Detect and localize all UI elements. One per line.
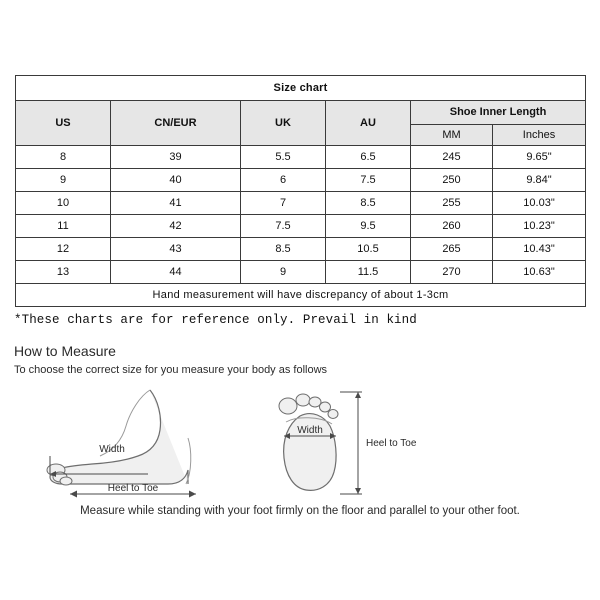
column-header-us: US [16, 101, 111, 146]
label-width-side: Width [99, 444, 125, 455]
cell-au: 11.5 [326, 261, 411, 284]
chart-title: Size chart [16, 76, 586, 101]
table-row [16, 146, 586, 169]
column-header-uk: UK [241, 101, 326, 146]
table-title-row [16, 76, 586, 101]
cell-uk: 7.5 [241, 215, 326, 238]
table-footnote: Hand measurement will have discrepancy of about 1-3cm [16, 284, 586, 307]
cell-mm: 245 [411, 146, 493, 169]
cell-au: 7.5 [326, 169, 411, 192]
cell-au: 9.5 [326, 215, 411, 238]
foot-top-view-illustration [279, 394, 338, 490]
cell-inches: 10.23" [493, 215, 586, 238]
cell-mm: 255 [411, 192, 493, 215]
cell-cn-eur: 39 [111, 146, 241, 169]
label-width-top: Width [297, 425, 323, 436]
table-row [16, 261, 586, 284]
cell-us: 10 [16, 192, 111, 215]
how-to-measure-subheading: To choose the correct size for you measure your body as follows [14, 364, 328, 376]
cell-us: 11 [16, 215, 111, 238]
cell-cn-eur: 44 [111, 261, 241, 284]
foot-side-view-illustration [47, 390, 191, 485]
column-header-inches: Inches [493, 124, 586, 145]
table-row [16, 192, 586, 215]
cell-au: 6.5 [326, 146, 411, 169]
cell-cn-eur: 41 [111, 192, 241, 215]
column-header-au: AU [326, 101, 411, 146]
cell-cn-eur: 42 [111, 215, 241, 238]
cell-uk: 6 [241, 169, 326, 192]
cell-us: 12 [16, 238, 111, 261]
cell-au: 10.5 [326, 238, 411, 261]
size-chart-table [15, 75, 586, 307]
reference-only-note: *These charts are for reference only. Prevail in kind [14, 313, 417, 327]
table-header-row [16, 101, 586, 125]
cell-uk: 8.5 [241, 238, 326, 261]
cell-cn-eur: 43 [111, 238, 241, 261]
heel-to-toe-dimension-top [340, 392, 362, 494]
how-to-measure-heading: How to Measure [14, 343, 116, 359]
cell-inches: 10.63" [493, 261, 586, 284]
cell-au: 8.5 [326, 192, 411, 215]
cell-mm: 270 [411, 261, 493, 284]
measure-instruction-footer: Measure while standing with your foot firmly on the floor and parallel to your other foot. [80, 505, 520, 517]
cell-mm: 265 [411, 238, 493, 261]
label-heel-to-toe-top: Heel to Toe [366, 438, 417, 449]
table-row [16, 215, 586, 238]
cell-us: 8 [16, 146, 111, 169]
measurement-diagram [0, 378, 600, 523]
cell-inches: 9.65" [493, 146, 586, 169]
cell-uk: 7 [241, 192, 326, 215]
label-heel-to-toe-side: Heel to Toe [107, 483, 159, 494]
column-header-cn-eur: CN/EUR [111, 101, 241, 146]
table-row [16, 169, 586, 192]
size-chart-table-container [15, 75, 585, 307]
cell-uk: 9 [241, 261, 326, 284]
cell-inches: 9.84" [493, 169, 586, 192]
cell-cn-eur: 40 [111, 169, 241, 192]
cell-us: 13 [16, 261, 111, 284]
cell-us: 9 [16, 169, 111, 192]
column-header-mm: MM [411, 124, 493, 145]
cell-mm: 260 [411, 215, 493, 238]
cell-uk: 5.5 [241, 146, 326, 169]
cell-inches: 10.03" [493, 192, 586, 215]
table-footnote-row [16, 284, 586, 307]
table-row [16, 238, 586, 261]
cell-inches: 10.43" [493, 238, 586, 261]
column-group-header-shoe-inner-length: Shoe Inner Length [411, 101, 586, 125]
cell-mm: 250 [411, 169, 493, 192]
